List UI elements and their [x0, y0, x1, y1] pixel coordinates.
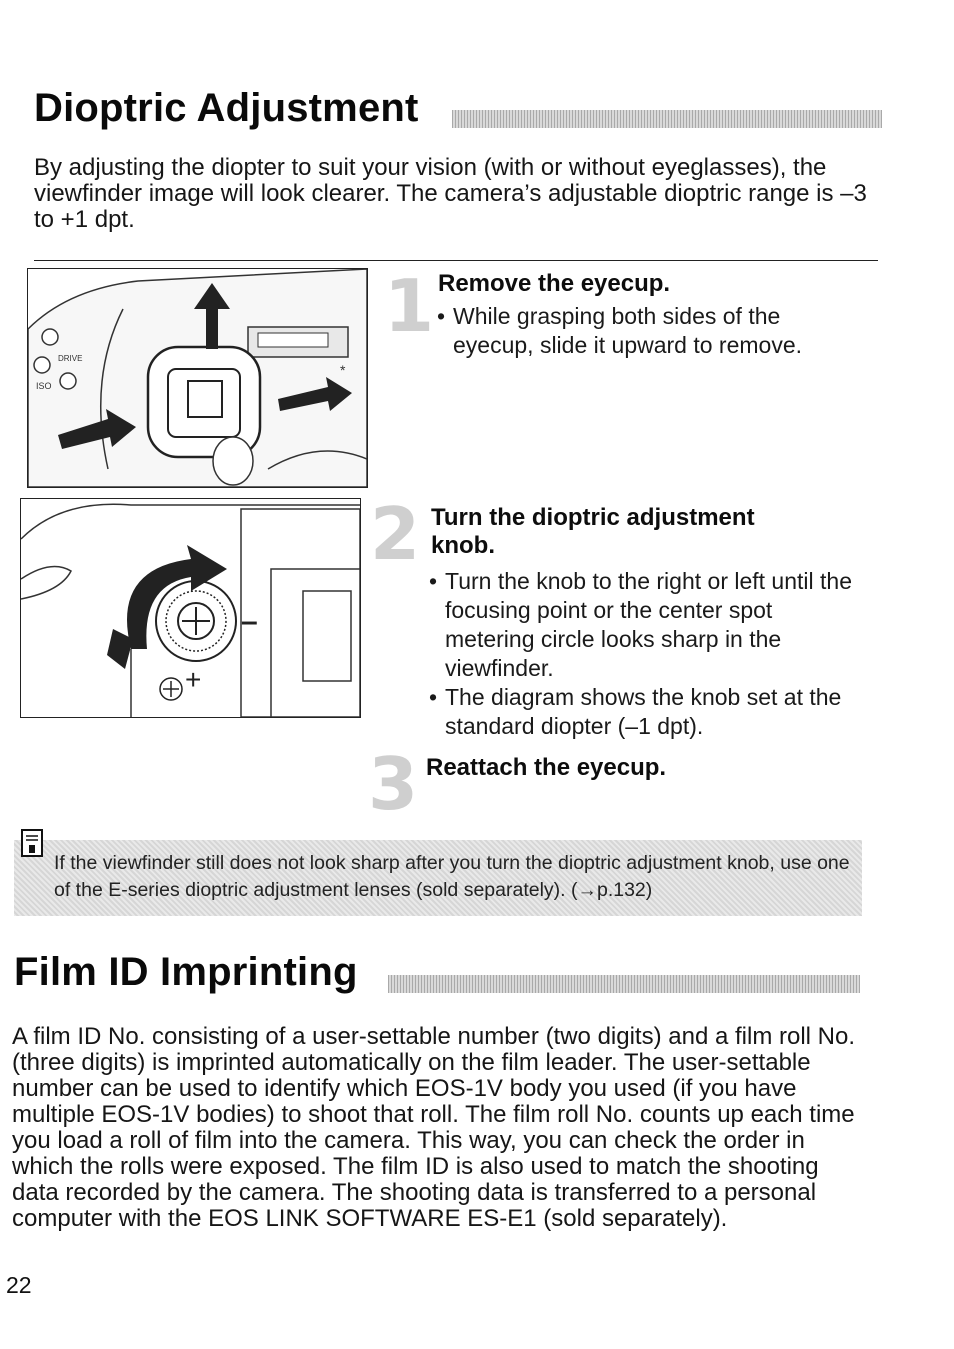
figure-remove-eyecup [27, 268, 368, 488]
note-box [14, 840, 862, 916]
title-rule-decoration [452, 110, 882, 128]
film-id-paragraph: A film ID No. consisting of a user-settable number (two digits) and a film roll No. (three digits) is imprinted automatically on the film leader. The user-settable number can be used to identify which EOS-1V body you used (if you have multiple EOS-1V bodies) to shoot that roll. The film roll No. counts up each time you load a roll of film into the camera. This way, you can check the order in which the rolls were exposed. The film ID is also used to match the shooting data recorded by the camera. The shooting data is transferred to a personal computer with the EOS LINK SOFTWARE ES-E1 (sold separately). [12, 1023, 855, 1232]
step-1-number: 1 [384, 264, 435, 348]
title-rule-decoration-2 [388, 975, 860, 993]
note-text: If the viewfinder still does not look sharp after you turn the dioptric adjustment knob, use one of the E-series dioptric adjustment lenses (sold separately). (→p.132) [54, 852, 850, 901]
section-divider [34, 260, 878, 261]
memo-icon [20, 828, 44, 858]
step-3-number: 3 [368, 742, 419, 826]
fig2-minus-label: – [241, 605, 258, 638]
step-2-bullet-1: • Turn the knob to the right or left until the focusing point or the center spot metering circle looks sharp in the viewfinder. [429, 567, 854, 683]
camera-back-illustration [28, 269, 367, 487]
fig2-plus-label: + [185, 664, 202, 695]
section-title-dioptric-adjustment: Dioptric Adjustment [34, 86, 419, 130]
step-2-bullets [429, 567, 854, 741]
step-1-heading: Remove the eyecup. [438, 270, 671, 297]
fig1-drive-label: DRIVE [58, 354, 83, 363]
step-1-bullet-1: • While grasping both sides of the eyecup, slide it upward to remove. [437, 302, 852, 360]
fig1-iso-label: ISO [36, 381, 52, 391]
page-number: 22 [6, 1272, 32, 1298]
step-1-bullets [437, 302, 852, 360]
step-3-heading: Reattach the eyecup. [426, 754, 667, 781]
step-2-number: 2 [370, 492, 421, 576]
dioptric-intro-paragraph: By adjusting the diopter to suit your vision (with or without eyeglasses), the viewfinder image will look clearer. The camera’s adjustable dioptric range is –3 to +1 dpt. [34, 154, 867, 233]
fig1-star-label: * [340, 362, 346, 378]
figure-dioptric-knob [20, 498, 361, 718]
step-2-bullet-2: • The diagram shows the knob set at the standard diopter (–1 dpt). [429, 683, 854, 741]
section-title-film-id-imprinting: Film ID Imprinting [14, 950, 358, 994]
step-2-heading: Turn the dioptric adjustment knob. [431, 504, 755, 559]
dioptric-knob-illustration [21, 499, 360, 717]
